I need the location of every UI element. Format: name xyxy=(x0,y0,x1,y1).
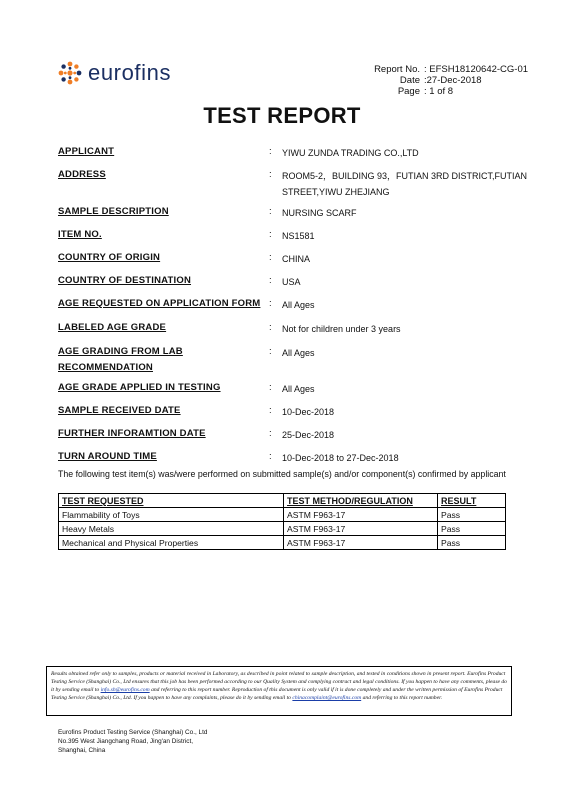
field-value: All Ages xyxy=(282,384,315,394)
report-title: TEST REPORT xyxy=(203,103,361,128)
field-label: COUNTRY OF ORIGIN xyxy=(58,252,161,263)
field-colon: : xyxy=(269,382,272,393)
cell-method: ASTM F963-17 xyxy=(284,508,438,522)
brand-name: eurofins xyxy=(88,60,172,85)
cell-method: ASTM F963-17 xyxy=(284,522,438,536)
field-colon: : xyxy=(269,206,272,217)
field-value: NS1581 xyxy=(282,231,315,241)
field-value: All Ages xyxy=(282,348,315,358)
field-label: AGE GRADING FROM LAB RECOMMENDATION xyxy=(58,346,183,373)
report-date-row xyxy=(366,75,528,86)
report-page-value: : 1 of 8 xyxy=(424,86,454,97)
field-value: All Ages xyxy=(282,300,315,310)
table-header-row xyxy=(59,494,506,508)
field-colon: : xyxy=(269,346,272,357)
disclaimer-text-2: and referring to this report number. Reproduction of this document is only valid if it is done completely and under the written permission of Eurofins Product Testing Service (Shanghai) Co., Ltd. If you happen to have any complaints, please do it by sending email to xyxy=(51,687,503,701)
field-value: ROOM5-2，BUILDING 93，FUTIAN 3RD DISTRICT,FUTIAN STREET,YIWU ZHEJIANG xyxy=(282,171,528,197)
field-label: AGE GRADE APPLIED IN TESTING xyxy=(58,382,221,393)
column-header-method: TEST METHOD/REGULATION xyxy=(284,494,438,508)
field-value: USA xyxy=(282,277,301,287)
results-table xyxy=(58,493,506,550)
footer-company: Eurofins Product Testing Service (Shanghai) Co., Ltd xyxy=(58,729,208,736)
intro-statement: The following test item(s) was/were performed on submitted sample(s) and/or component(s) confirmed by applicant xyxy=(58,469,506,479)
eurofins-dots-icon xyxy=(58,61,82,85)
field-value: YIWU ZUNDA TRADING CO.,LTD xyxy=(282,148,419,158)
field-value: NURSING SCARF xyxy=(282,208,357,218)
field-colon: : xyxy=(269,428,272,439)
report-date-value: :27-Dec-2018 xyxy=(424,75,482,86)
field-label: LABELED AGE GRADE xyxy=(58,322,167,333)
cell-result: Pass xyxy=(438,522,506,536)
disclaimer-text-1: Results obtained refer only to samples, products or material received in Laboratory, as described in point related to sample description, and tested in conditions shown in present report. Eurofins Product Testing Service (Shanghai) Co., Ltd ensures that this job has been performed according to our Quality System and complying contract and legal conditions. If you happen to have any comments, please do it by sending email to xyxy=(51,671,507,693)
field-colon: : xyxy=(269,275,272,286)
field-value: 10-Dec-2018 xyxy=(282,407,335,417)
footer-city: Shanghai, China xyxy=(58,747,106,754)
field-label: ADDRESS xyxy=(58,169,106,180)
cell-result: Pass xyxy=(438,508,506,522)
cell-test: Heavy Metals xyxy=(59,522,284,536)
field-colon: : xyxy=(269,229,272,240)
report-meta xyxy=(366,64,528,97)
field-label: FURTHER INFORAMTION DATE xyxy=(58,428,206,439)
cell-test: Flammability of Toys xyxy=(59,508,284,522)
disclaimer-text-3: and referring to this report number. xyxy=(362,695,443,701)
field-value: 10-Dec-2018 to 27-Dec-2018 xyxy=(282,453,399,463)
footer-address xyxy=(58,728,207,755)
field-label: COUNTRY OF DESTINATION xyxy=(58,275,192,286)
report-page-label: Page xyxy=(397,86,420,97)
field-colon: : xyxy=(269,252,272,263)
table-row xyxy=(59,508,506,522)
report-no-row xyxy=(366,64,528,75)
column-header-result: RESULT xyxy=(438,494,506,508)
field-label: SAMPLE DESCRIPTION xyxy=(58,206,169,217)
field-colon: : xyxy=(269,146,272,157)
complaint-email-link[interactable]: chinacomplaint@eurofins.com xyxy=(292,695,362,701)
field-value: Not for children under 3 years xyxy=(282,324,401,334)
field-label: TURN AROUND TIME xyxy=(58,451,157,462)
cell-result: Pass xyxy=(438,536,506,550)
field-colon: : xyxy=(269,405,272,416)
field-colon: : xyxy=(269,322,272,333)
field-value: CHINA xyxy=(282,254,311,264)
report-page-row xyxy=(366,86,528,97)
field-value: 25-Dec-2018 xyxy=(282,430,335,440)
table-row xyxy=(59,536,506,550)
field-colon: : xyxy=(269,451,272,462)
field-label: AGE REQUESTED ON APPLICATION FORM xyxy=(58,298,261,309)
eurofins-logo xyxy=(58,61,171,85)
report-no-value: : EFSH18120642-CG-01 xyxy=(424,64,529,75)
cell-test: Mechanical and Physical Properties xyxy=(59,536,284,550)
table-row xyxy=(59,522,506,536)
field-colon: : xyxy=(269,169,272,180)
field-label: ITEM NO. xyxy=(58,229,102,240)
report-date-label: Date xyxy=(399,75,420,86)
field-label: APPLICANT xyxy=(58,146,115,157)
cell-method: ASTM F963-17 xyxy=(284,536,438,550)
field-colon: : xyxy=(269,298,272,309)
footer-street: No.395 West Jiangchang Road, Jing'an District, xyxy=(58,738,194,745)
info-email-link[interactable]: info.sh@eurofins.com xyxy=(100,687,150,693)
field-label: SAMPLE RECEIVED DATE xyxy=(58,405,181,416)
disclaimer-box xyxy=(46,666,512,716)
report-no-label: Report No. xyxy=(374,64,420,75)
column-header-test: TEST REQUESTED xyxy=(59,494,284,508)
